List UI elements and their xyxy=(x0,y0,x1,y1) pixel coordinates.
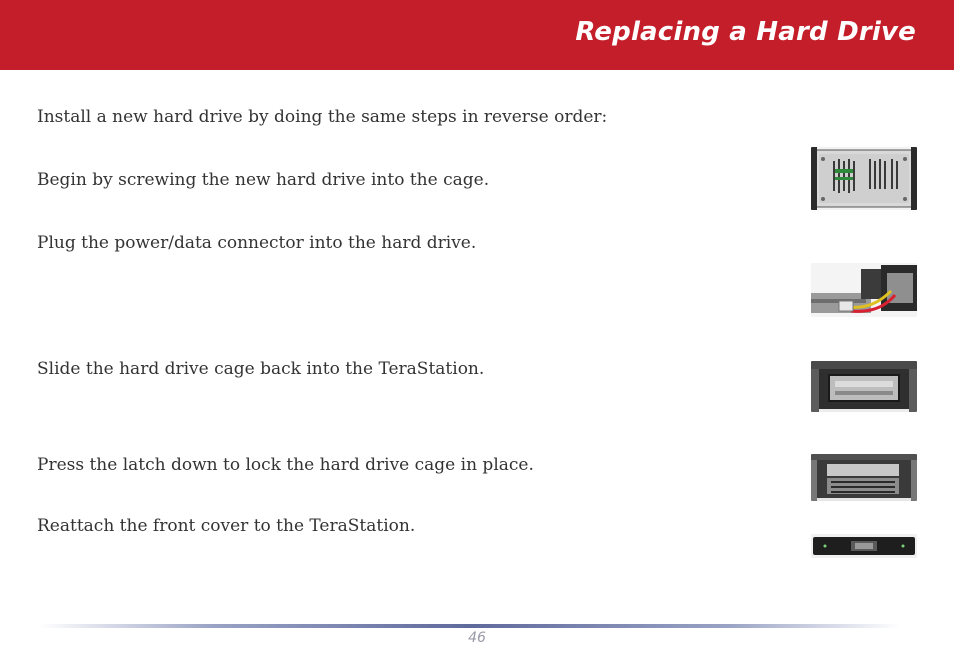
latch-lock-photo xyxy=(811,454,917,501)
page-number: 46 xyxy=(468,630,486,646)
cage-slide-in-photo xyxy=(811,361,917,412)
step-reattach-cover-text: Reattach the front cover to the TeraStation. xyxy=(37,516,416,536)
front-cover-photo xyxy=(811,534,917,558)
step-press-latch-text: Press the latch down to lock the hard drive cage in place. xyxy=(37,455,534,475)
power-data-connector-photo xyxy=(811,263,917,317)
page-title: Replacing a Hard Drive xyxy=(575,17,916,47)
intro-text: Install a new hard drive by doing the same steps in reverse order: xyxy=(37,107,608,127)
footer-divider xyxy=(40,624,900,628)
step-screw-drive-text: Begin by screwing the new hard drive into the cage. xyxy=(37,170,490,190)
step-slide-cage-text: Slide the hard drive cage back into the TeraStation. xyxy=(37,359,485,379)
step-plug-connector-text: Plug the power/data connector into the hard drive. xyxy=(37,233,477,253)
header-bar xyxy=(0,0,954,70)
hard-drive-in-cage-photo xyxy=(811,147,917,210)
